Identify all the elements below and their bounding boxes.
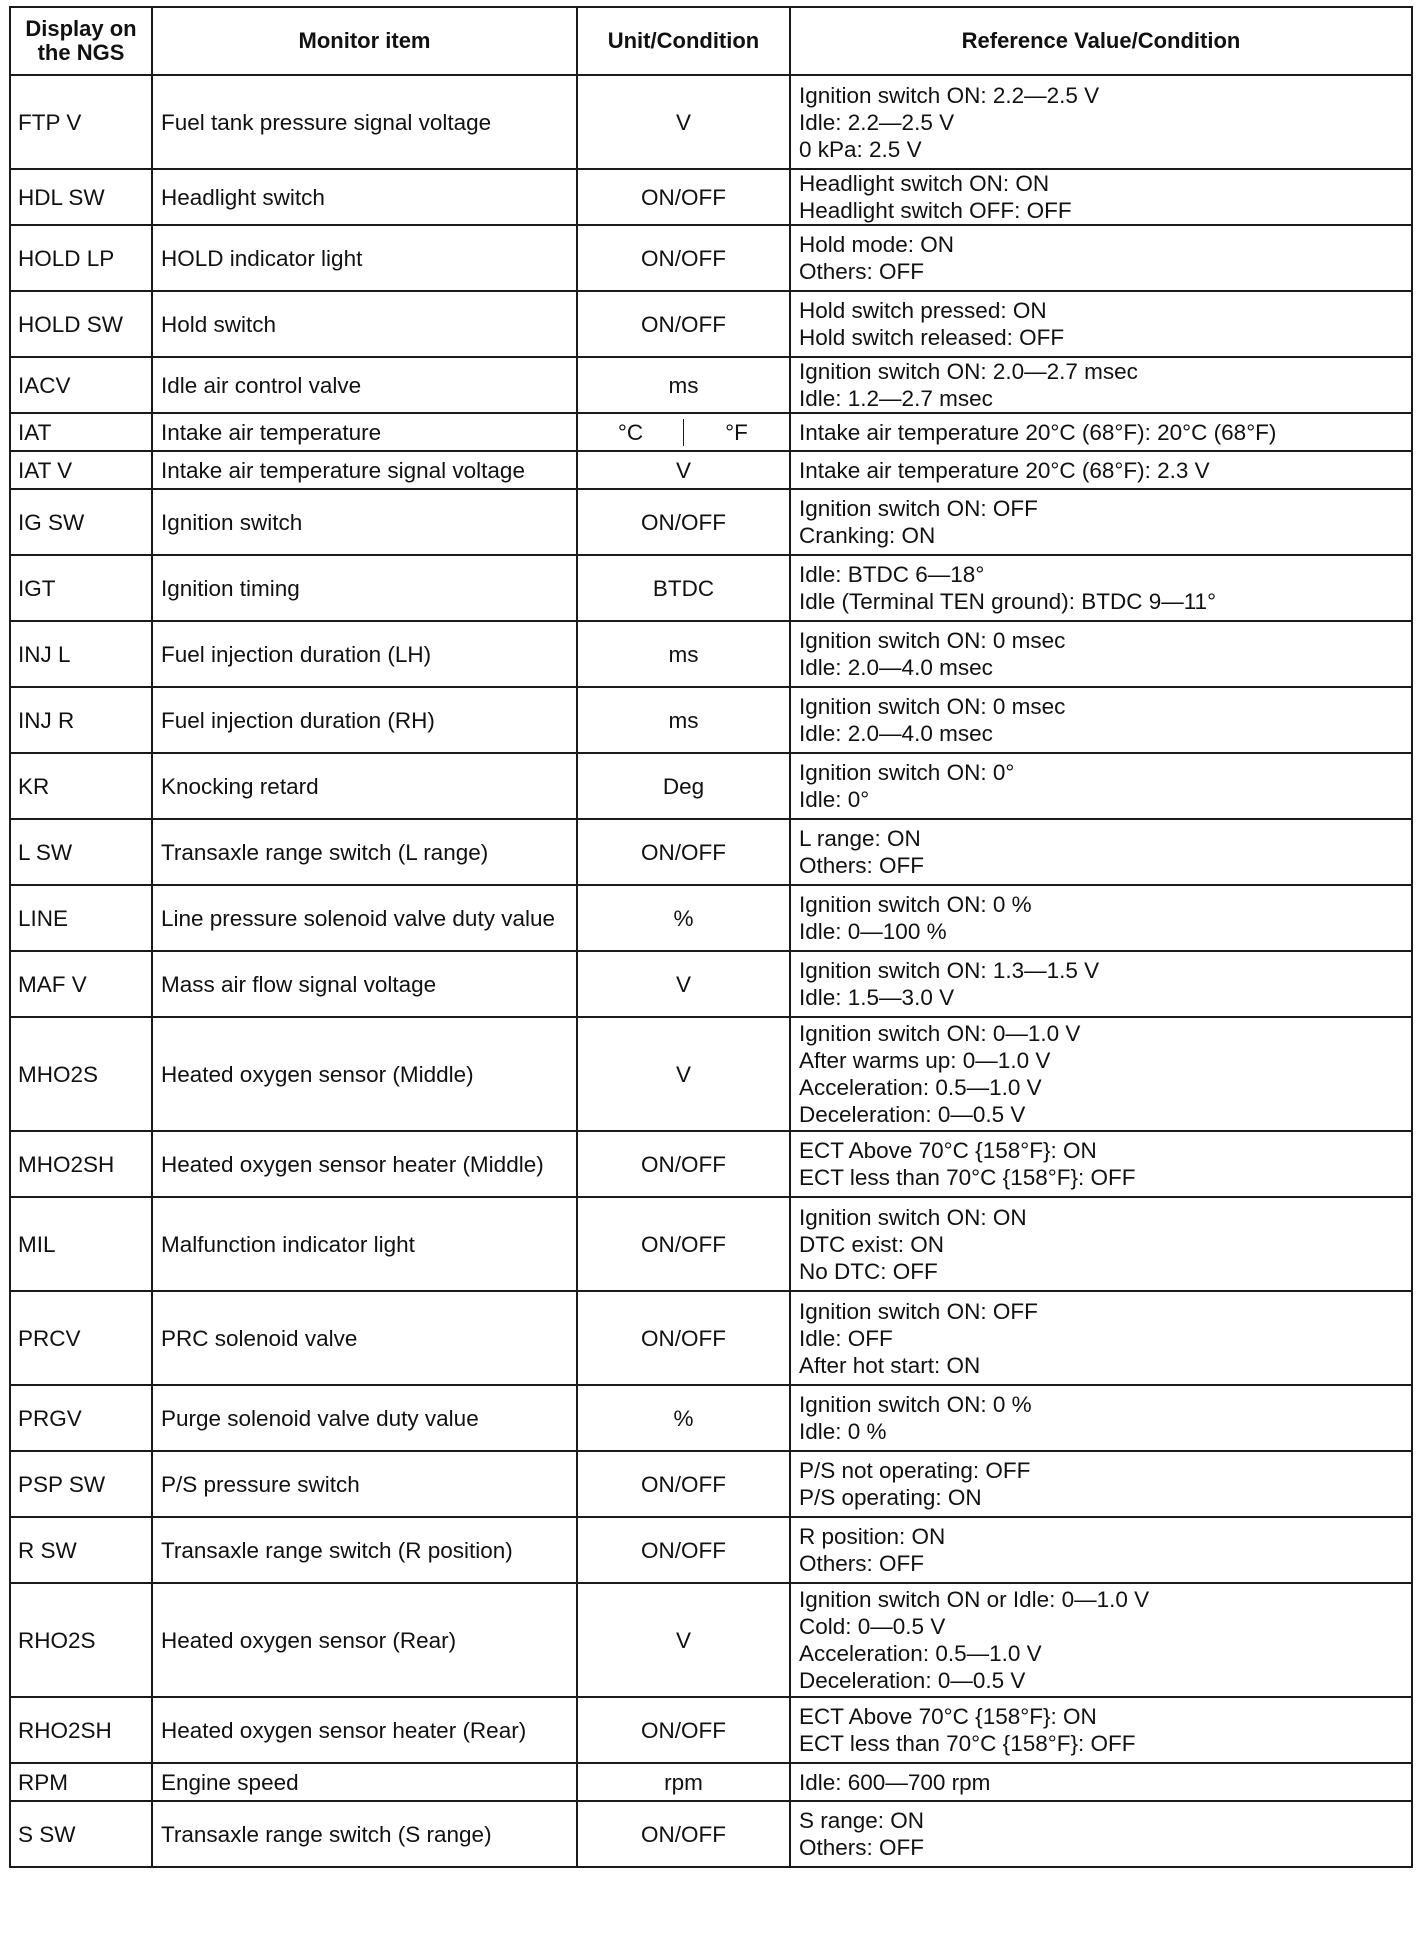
cell-reference xyxy=(790,1197,1412,1291)
reference-line: Idle: 2.0—4.0 msec xyxy=(799,655,993,680)
cell-monitor-item: PRC solenoid valve xyxy=(152,1291,577,1385)
reference-line: Ignition switch ON: OFF xyxy=(799,496,1038,521)
cell-reference xyxy=(790,885,1412,951)
cell-reference xyxy=(790,357,1412,413)
table-row xyxy=(10,1697,1412,1763)
cell-monitor-item: Idle air control valve xyxy=(152,357,577,413)
cell-unit: V xyxy=(577,451,790,489)
reference-line: Headlight switch ON: ON xyxy=(799,171,1050,196)
cell-monitor-item: HOLD indicator light xyxy=(152,225,577,291)
reference-line: Ignition switch ON: 2.2—2.5 V xyxy=(799,82,1100,108)
reference-line: P/S operating: ON xyxy=(799,1485,982,1510)
cell-unit: Deg xyxy=(577,753,790,819)
table-row xyxy=(10,225,1412,291)
cell-monitor-item: Line pressure solenoid valve duty value xyxy=(152,885,577,951)
table-row xyxy=(10,819,1412,885)
monitor-table xyxy=(9,6,1413,1868)
cell-display: HOLD LP xyxy=(10,225,152,291)
header-unit-condition: Unit/Condition xyxy=(577,7,790,75)
cell-display: HDL SW xyxy=(10,169,152,225)
reference-line: Hold mode: ON xyxy=(799,232,955,257)
reference-line: Ignition switch ON: 0—1.0 V xyxy=(799,1021,1081,1046)
cell-unit: V xyxy=(577,75,790,169)
reference-line: DTC exist: ON xyxy=(799,1231,945,1257)
reference-line: Intake air temperature 20°C (68°F): 2.3 V xyxy=(799,457,1210,483)
header-reference-value: Reference Value/Condition xyxy=(790,7,1412,75)
cell-reference xyxy=(790,1697,1412,1763)
reference-line: ECT less than 70°C {158°F}: OFF xyxy=(799,1165,1136,1190)
cell-display: INJ R xyxy=(10,687,152,753)
reference-line: ECT Above 70°C {158°F}: ON xyxy=(799,1138,1097,1163)
cell-display: IACV xyxy=(10,357,152,413)
cell-unit: ON/OFF xyxy=(577,225,790,291)
reference-line: L range: ON xyxy=(799,826,921,851)
reference-line: Ignition switch ON: 0 % xyxy=(799,1392,1032,1417)
reference-line: ECT less than 70°C {158°F}: OFF xyxy=(799,1731,1136,1756)
cell-monitor-item: Fuel injection duration (LH) xyxy=(152,621,577,687)
cell-display: MAF V xyxy=(10,951,152,1017)
cell-display: IGT xyxy=(10,555,152,621)
cell-unit: V xyxy=(577,951,790,1017)
cell-monitor-item: Headlight switch xyxy=(152,169,577,225)
reference-line: S range: ON xyxy=(799,1808,925,1833)
cell-display: PRGV xyxy=(10,1385,152,1451)
table-row xyxy=(10,1197,1412,1291)
reference-line: Acceleration: 0.5—1.0 V xyxy=(799,1641,1042,1666)
table-row xyxy=(10,357,1412,413)
reference-line: Hold switch pressed: ON xyxy=(799,298,1047,323)
cell-monitor-item: Purge solenoid valve duty value xyxy=(152,1385,577,1451)
cell-display: S SW xyxy=(10,1801,152,1867)
cell-reference xyxy=(790,1583,1412,1697)
reference-line: After hot start: ON xyxy=(799,1352,981,1378)
cell-reference xyxy=(790,169,1412,225)
cell-monitor-item: Transaxle range switch (L range) xyxy=(152,819,577,885)
cell-display: R SW xyxy=(10,1517,152,1583)
reference-line: Idle: 1.2—2.7 msec xyxy=(799,386,993,411)
cell-monitor-item: Heated oxygen sensor heater (Rear) xyxy=(152,1697,577,1763)
cell-unit: ON/OFF xyxy=(577,169,790,225)
cell-monitor-item: Fuel injection duration (RH) xyxy=(152,687,577,753)
reference-line: Cold: 0—0.5 V xyxy=(799,1614,946,1639)
reference-line: Deceleration: 0—0.5 V xyxy=(799,1668,1026,1693)
table-row xyxy=(10,1385,1412,1451)
reference-line: Others: OFF xyxy=(799,1835,925,1860)
table-body xyxy=(10,75,1412,1867)
cell-display: KR xyxy=(10,753,152,819)
cell-display: MHO2SH xyxy=(10,1131,152,1197)
cell-unit: ON/OFF xyxy=(577,1697,790,1763)
table-row xyxy=(10,885,1412,951)
reference-line: Others: OFF xyxy=(799,1551,925,1576)
reference-line: Others: OFF xyxy=(799,853,925,878)
reference-line: Ignition switch ON: 1.3—1.5 V xyxy=(799,958,1100,983)
table-row xyxy=(10,75,1412,169)
table-row xyxy=(10,1017,1412,1131)
cell-unit: BTDC xyxy=(577,555,790,621)
reference-line: Others: OFF xyxy=(799,259,925,284)
reference-line: 0 kPa: 2.5 V xyxy=(799,136,922,162)
reference-line: Deceleration: 0—0.5 V xyxy=(799,1102,1026,1127)
table-row xyxy=(10,687,1412,753)
cell-reference xyxy=(790,753,1412,819)
cell-unit: ON/OFF xyxy=(577,1451,790,1517)
cell-reference xyxy=(790,687,1412,753)
cell-display: INJ L xyxy=(10,621,152,687)
cell-unit: V xyxy=(577,1583,790,1697)
table-row xyxy=(10,621,1412,687)
cell-reference xyxy=(790,489,1412,555)
cell-reference xyxy=(790,1385,1412,1451)
cell-reference xyxy=(790,225,1412,291)
reference-line: Idle: 2.0—4.0 msec xyxy=(799,721,993,746)
cell-display: FTP V xyxy=(10,75,152,169)
cell-reference xyxy=(790,1517,1412,1583)
cell-reference xyxy=(790,1451,1412,1517)
cell-monitor-item: Malfunction indicator light xyxy=(152,1197,577,1291)
table-row xyxy=(10,489,1412,555)
reference-line: Hold switch released: OFF xyxy=(799,325,1065,350)
cell-unit: ON/OFF xyxy=(577,291,790,357)
table-row xyxy=(10,291,1412,357)
table-row xyxy=(10,753,1412,819)
cell-unit: rpm xyxy=(577,1763,790,1801)
reference-line: Ignition switch ON or Idle: 0—1.0 V xyxy=(799,1587,1150,1612)
cell-reference xyxy=(790,1801,1412,1867)
cell-monitor-item: Heated oxygen sensor (Rear) xyxy=(152,1583,577,1697)
cell-unit: ON/OFF xyxy=(577,489,790,555)
reference-line: Idle: 0 % xyxy=(799,1419,887,1444)
cell-display: IAT V xyxy=(10,451,152,489)
reference-line: Ignition switch ON: 0° xyxy=(799,760,1015,785)
cell-unit: ON/OFF xyxy=(577,1801,790,1867)
table-row xyxy=(10,555,1412,621)
reference-line: Idle: 600—700 rpm xyxy=(799,1769,991,1795)
cell-monitor-item: Fuel tank pressure signal voltage xyxy=(152,75,577,169)
cell-reference xyxy=(790,621,1412,687)
reference-line: Idle: 2.2—2.5 V xyxy=(799,109,955,135)
header-display: Display on the NGS xyxy=(10,7,152,75)
reference-line: Idle: BTDC 6—18° xyxy=(799,562,985,587)
cell-monitor-item: P/S pressure switch xyxy=(152,1451,577,1517)
cell-reference xyxy=(790,451,1412,489)
table-row xyxy=(10,451,1412,489)
cell-reference xyxy=(790,75,1412,169)
cell-monitor-item: Heated oxygen sensor (Middle) xyxy=(152,1017,577,1131)
unit-part: °C xyxy=(617,419,644,445)
reference-line: Intake air temperature 20°C (68°F): 20°C (68°F) xyxy=(799,419,1277,445)
cell-monitor-item: Knocking retard xyxy=(152,753,577,819)
cell-display: PSP SW xyxy=(10,1451,152,1517)
reference-line: Ignition switch ON: 0 % xyxy=(799,892,1032,917)
cell-monitor-item: Transaxle range switch (S range) xyxy=(152,1801,577,1867)
unit-part: °F xyxy=(683,419,789,446)
cell-reference xyxy=(790,555,1412,621)
cell-display: LINE xyxy=(10,885,152,951)
table-row xyxy=(10,1763,1412,1801)
cell-unit xyxy=(577,413,790,451)
reference-line: Ignition switch ON: 0 msec xyxy=(799,694,1066,719)
reference-line: Idle: 1.5—3.0 V xyxy=(799,985,955,1010)
table-row xyxy=(10,1451,1412,1517)
cell-reference xyxy=(790,951,1412,1017)
cell-reference xyxy=(790,1763,1412,1801)
reference-line: Ignition switch ON: ON xyxy=(799,1204,1027,1230)
reference-line: P/S not operating: OFF xyxy=(799,1458,1031,1483)
reference-line: Idle: 0° xyxy=(799,787,870,812)
monitor-table-sheet xyxy=(9,6,1411,1868)
cell-monitor-item: Transaxle range switch (R position) xyxy=(152,1517,577,1583)
table-row xyxy=(10,413,1412,451)
cell-display: L SW xyxy=(10,819,152,885)
header-monitor-item: Monitor item xyxy=(152,7,577,75)
reference-line: Cranking: ON xyxy=(799,523,936,548)
cell-display: RPM xyxy=(10,1763,152,1801)
reference-line: Ignition switch ON: 2.0—2.7 msec xyxy=(799,359,1138,384)
cell-monitor-item: Intake air temperature signal voltage xyxy=(152,451,577,489)
cell-reference xyxy=(790,1131,1412,1197)
cell-unit: % xyxy=(577,1385,790,1451)
cell-monitor-item: Engine speed xyxy=(152,1763,577,1801)
cell-display: HOLD SW xyxy=(10,291,152,357)
reference-line: R position: ON xyxy=(799,1524,946,1549)
cell-monitor-item: Hold switch xyxy=(152,291,577,357)
cell-unit: ON/OFF xyxy=(577,819,790,885)
reference-line: Idle: 0—100 % xyxy=(799,919,947,944)
cell-display: IAT xyxy=(10,413,152,451)
cell-display: MHO2S xyxy=(10,1017,152,1131)
cell-display: PRCV xyxy=(10,1291,152,1385)
table-row xyxy=(10,169,1412,225)
cell-reference xyxy=(790,1017,1412,1131)
reference-line: Idle: OFF xyxy=(799,1325,893,1351)
table-row xyxy=(10,1583,1412,1697)
header-row xyxy=(10,7,1412,75)
cell-monitor-item: Mass air flow signal voltage xyxy=(152,951,577,1017)
cell-display: IG SW xyxy=(10,489,152,555)
cell-monitor-item: Ignition timing xyxy=(152,555,577,621)
cell-reference xyxy=(790,291,1412,357)
cell-display: RHO2SH xyxy=(10,1697,152,1763)
cell-monitor-item: Heated oxygen sensor heater (Middle) xyxy=(152,1131,577,1197)
reference-line: After warms up: 0—1.0 V xyxy=(799,1048,1051,1073)
cell-reference xyxy=(790,819,1412,885)
table-row xyxy=(10,1517,1412,1583)
cell-unit: ms xyxy=(577,621,790,687)
table-row xyxy=(10,1801,1412,1867)
cell-reference xyxy=(790,413,1412,451)
cell-unit: ON/OFF xyxy=(577,1517,790,1583)
cell-unit: ON/OFF xyxy=(577,1197,790,1291)
reference-line: No DTC: OFF xyxy=(799,1258,938,1284)
cell-monitor-item: Intake air temperature xyxy=(152,413,577,451)
cell-unit: ms xyxy=(577,357,790,413)
cell-unit: ON/OFF xyxy=(577,1291,790,1385)
cell-unit: % xyxy=(577,885,790,951)
cell-display: RHO2S xyxy=(10,1583,152,1697)
reference-line: Headlight switch OFF: OFF xyxy=(799,198,1072,223)
cell-reference xyxy=(790,1291,1412,1385)
reference-line: Idle (Terminal TEN ground): BTDC 9—11° xyxy=(799,589,1217,614)
table-row xyxy=(10,1291,1412,1385)
cell-unit: V xyxy=(577,1017,790,1131)
cell-display: MIL xyxy=(10,1197,152,1291)
reference-line: Ignition switch ON: 0 msec xyxy=(799,628,1066,653)
table-row xyxy=(10,1131,1412,1197)
reference-line: Acceleration: 0.5—1.0 V xyxy=(799,1075,1042,1100)
cell-unit: ms xyxy=(577,687,790,753)
reference-line: Ignition switch ON: OFF xyxy=(799,1298,1038,1324)
reference-line: ECT Above 70°C {158°F}: ON xyxy=(799,1704,1097,1729)
cell-unit: ON/OFF xyxy=(577,1131,790,1197)
table-row xyxy=(10,951,1412,1017)
cell-monitor-item: Ignition switch xyxy=(152,489,577,555)
